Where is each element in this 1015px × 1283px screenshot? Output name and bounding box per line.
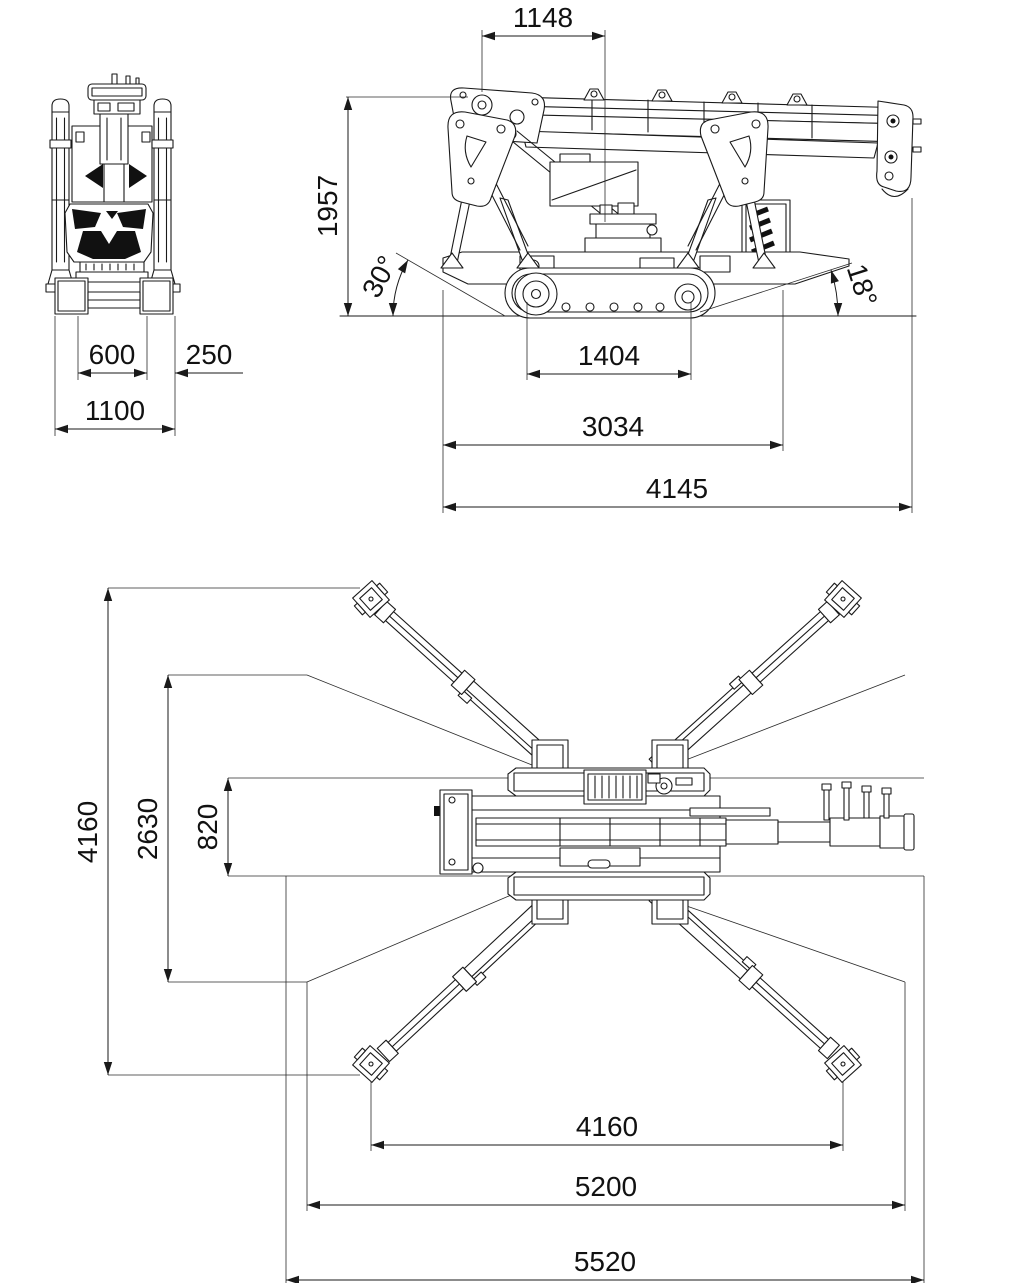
- dim-plan-intermediate-width: 2630: [132, 797, 163, 861]
- plan-view: [72, 578, 924, 1283]
- crawler-track-side: [505, 268, 715, 318]
- dim-plan-overall-footprint: 5520: [573, 1246, 637, 1277]
- engine-box-plan: [584, 770, 646, 804]
- dim-side-tilt-right: 18°: [840, 260, 884, 310]
- front-view-machine: [46, 74, 180, 314]
- dim-side-tilt-left: 30°: [355, 250, 404, 303]
- boom-plan: [476, 818, 726, 846]
- dim-plan-spread-width: 4160: [72, 800, 103, 864]
- side-view-machine: [340, 88, 921, 318]
- front-view-dimensions: [55, 316, 243, 436]
- dim-side-body-length: 3034: [581, 411, 645, 442]
- dim-side-overall-length: 4145: [645, 473, 709, 504]
- side-view: [312, 2, 921, 513]
- dim-plan-pad-span: 5200: [574, 1171, 638, 1202]
- plan-view-machine: [434, 740, 914, 924]
- dim-side-pivot-offset: 1148: [512, 2, 574, 33]
- front-view: [46, 74, 243, 436]
- dim-side-track-length: 1404: [577, 340, 641, 371]
- dim-front-overall-width: 1100: [84, 395, 146, 426]
- plan-view-dimensions: [72, 588, 924, 1280]
- dim-side-overall-height: 1957: [312, 174, 343, 238]
- counterweight-box: [550, 162, 638, 206]
- dim-front-center-to-edge: 250: [185, 339, 233, 370]
- dim-front-track-centers: 600: [88, 339, 136, 370]
- dim-plan-chassis-width: 820: [192, 803, 223, 851]
- dim-plan-spread-length: 4160: [575, 1111, 639, 1142]
- outrigger-post-right: [150, 99, 180, 292]
- boom-head: [877, 101, 921, 197]
